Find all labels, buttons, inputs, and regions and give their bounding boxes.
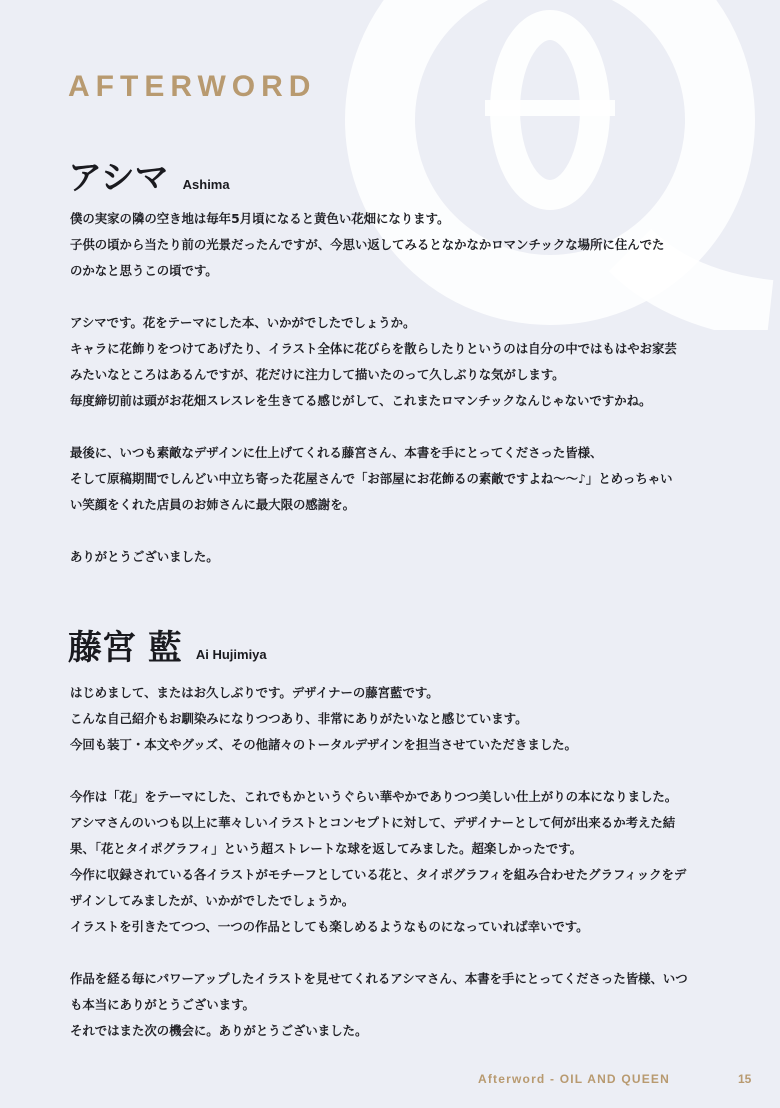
text-line: 僕の実家の隣の空き地は毎年5月頃になると黄色い花畑になります。 xyxy=(70,211,450,226)
text-line: ザインしてみましたが、いかがでしたでしょうか。 xyxy=(70,893,355,908)
page-title: AFTERWORD xyxy=(68,70,317,103)
author-heading-ashima xyxy=(68,150,230,199)
author-name-en: Ashima xyxy=(182,177,230,192)
text-line: みたいなところはあるんですが、花だけに注力して描いたのって久しぶりな気がします。 xyxy=(70,367,565,382)
text-line: アシマさんのいつも以上に華々しいイラストとコンセプトに対して、デザイナーとして何が出来るか考えた結 xyxy=(70,815,676,830)
text-line: はじめまして、またはお久しぶりです。デザイナーの藤宮藍です。 xyxy=(70,685,439,700)
footer-running-title: Afterword - OIL AND QUEEN xyxy=(478,1072,671,1086)
text-line: い笑顔をくれた店員のお姉さんに最大限の感謝を。 xyxy=(70,497,355,512)
text-line: キャラに花飾りをつけてあげたり、イラスト全体に花びらを散らしたりというのは自分の中ではもはやお家芸 xyxy=(70,341,677,356)
text-line: そして原稿期間でしんどい中立ち寄った花屋さんで「お部屋にお花飾るの素敵ですよね～～♪」とめっちゃい xyxy=(70,471,673,486)
text-line: 今回も装丁・本文やグッズ、その他諸々のトータルデザインを担当させていただきました。 xyxy=(70,737,577,752)
text-line: も本当にありがとうございます。 xyxy=(70,997,255,1012)
text-line: 作品を経る毎にパワーアップしたイラストを見せてくれるアシマさん、本書を手にとってくださった皆様、いつ xyxy=(70,971,688,986)
author-name-jp: アシマ xyxy=(68,158,169,198)
text-line: 子供の頃から当たり前の光景だったんですが、今思い返してみるとなかなかロマンチックな場所に住んでた xyxy=(70,237,665,252)
author-name-jp: 藤宮 藍 xyxy=(68,628,182,668)
text-line: ありがとうございました。 xyxy=(70,549,219,564)
text-line: こんな自己紹介もお馴染みになりつつあり、非常にありがたいなと感じています。 xyxy=(70,711,528,726)
text-line: 果、「花とタイポグラフィ」という超ストレートな球を返してみました。超楽しかったです。 xyxy=(70,841,582,856)
text-line: 最後に、いつも素敵なデザインに仕上げてくれる藤宮さん、本書を手にとってくださった皆様、 xyxy=(70,445,603,460)
text-line: イラストを引きたてつつ、一つの作品としても楽しめるようなものになっていれば幸いです。 xyxy=(70,919,589,934)
text-line: 今作に収録されている各イラストがモチーフとしている花と、タイポグラフィを組み合わせたグラフィックをデ xyxy=(70,867,687,882)
page-number: 15 xyxy=(738,1072,752,1086)
text-line: のかなと思うこの頃です。 xyxy=(70,263,218,278)
text-line: それではまた次の機会に。ありがとうございました。 xyxy=(70,1023,368,1038)
text-line: アシマです。花をテーマにした本、いかがでしたでしょうか。 xyxy=(70,315,416,330)
author-name-en: Ai Hujimiya xyxy=(195,647,267,662)
author-heading-hujimiya xyxy=(68,620,267,669)
author-message-ashima xyxy=(70,206,720,570)
author-message-hujimiya xyxy=(70,680,720,1044)
text-line: 今作は「花」をテーマにした、これでもかというぐらい華やかでありつつ美しい仕上がりの本になりました。 xyxy=(70,789,678,804)
text-line: 毎度締切前は頭がお花畑スレスレを生きてる感じがして、これまたロマンチックなんじゃないですかね。 xyxy=(70,393,652,408)
